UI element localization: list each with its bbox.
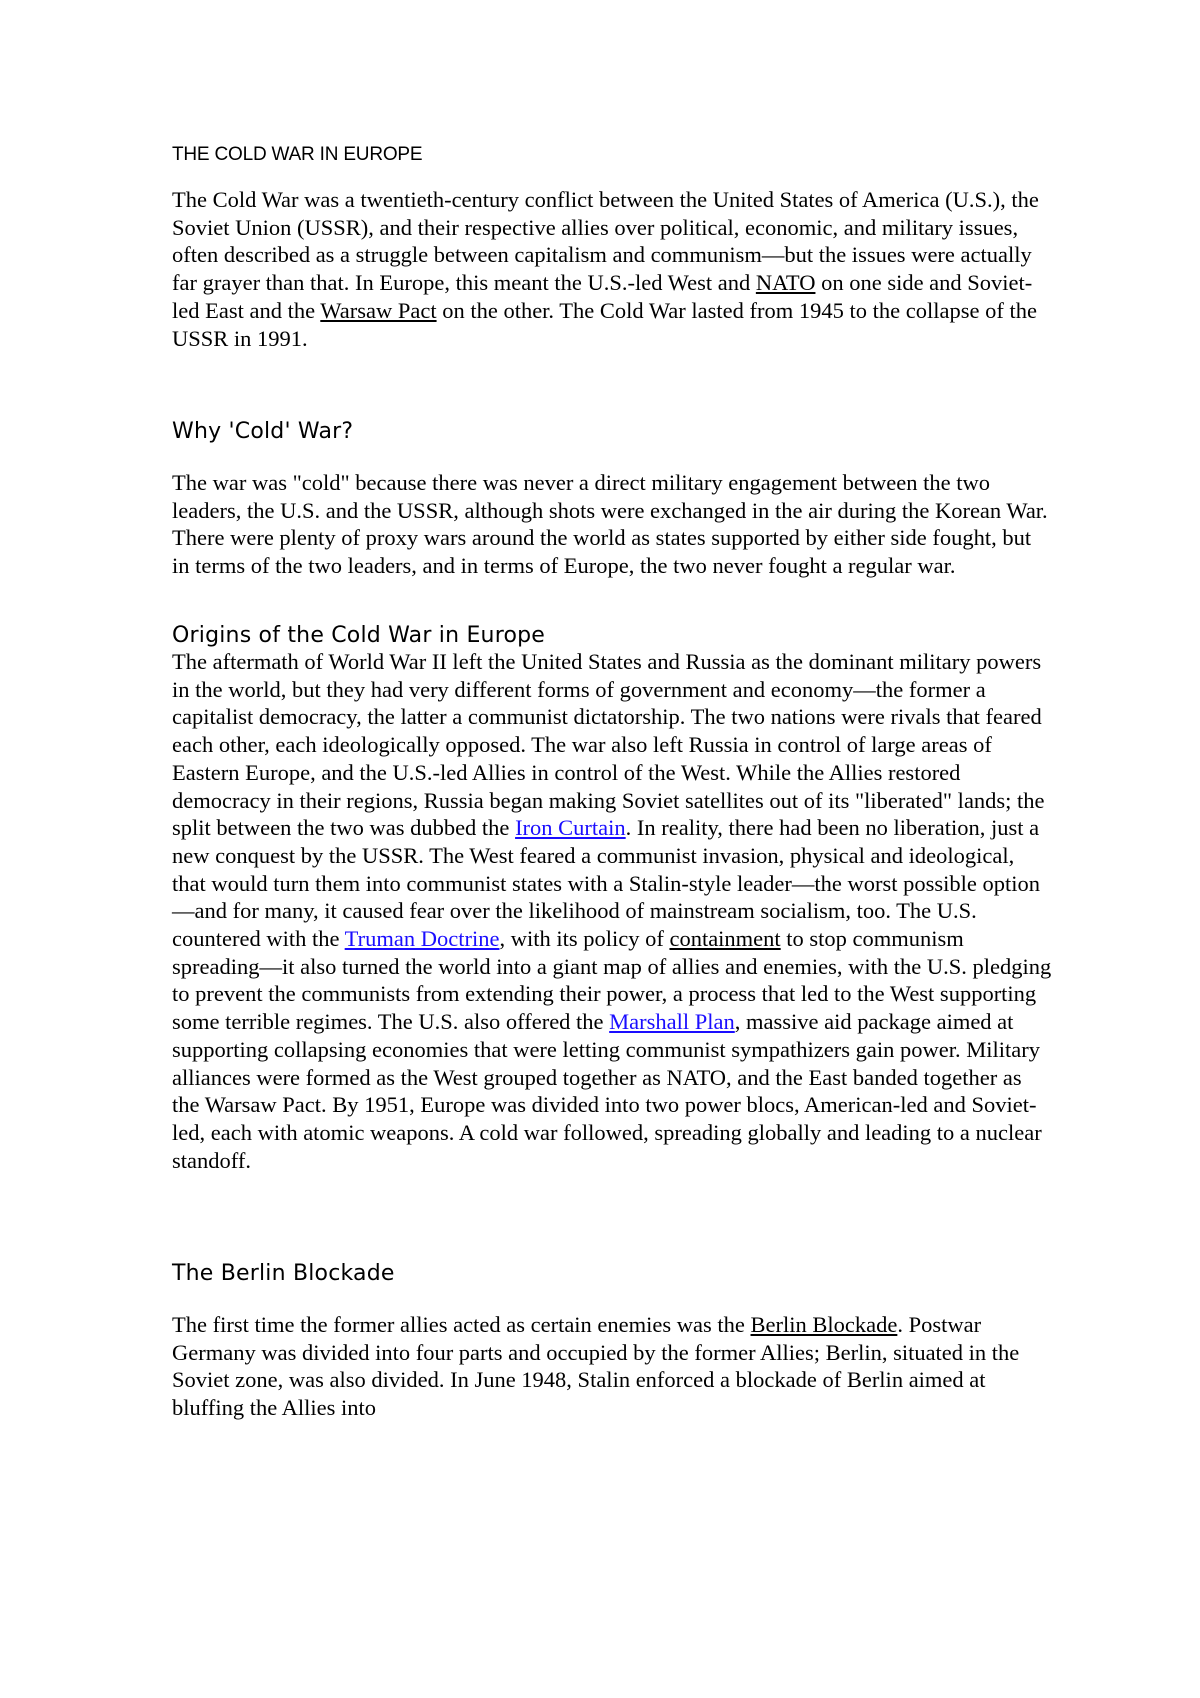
why-cold-war-paragraph: The war was "cold" because there was never a direct military engagement between the two leaders, the U.S. and the USSR, although shots were exchanged in the air during the Korean War. There were plenty of proxy wars around the world as states supported by either side fought, but in terms of the two leaders, and in terms of Europe, the two never fought a regular war. (172, 470, 1048, 579)
intro-text-3: on the other. The Cold War lasted from 1945 to the collapse of the USSR in 1991. (172, 297, 1037, 351)
truman-doctrine-link[interactable]: Truman Doctrine (344, 926, 500, 952)
origins-text-3: , with its policy of (499, 926, 670, 952)
nato-link[interactable]: NATO (755, 270, 816, 296)
document-title: THE COLD WAR IN EUROPE (172, 144, 423, 165)
berlin-text-2: . Postwar Germany was divided into four parts and occupied by the former Allies; Berlin, situated in the Soviet zone, was also divided. In June 1948, Stalin enforced a blockade of Berlin aimed at bluffing the Allies into (172, 1312, 1020, 1421)
heading-berlin-blockade: The Berlin Blockade (172, 1261, 395, 1286)
origins-text-5: , massive aid package aimed at supporting collapsing economies that were letting communist sympathizers gain power. Military alliances were formed as the West grouped together as NATO, and the East banded together as the Warsaw Pact. By 1951, Europe was divided into two power blocs, American-led and Soviet-led, each with atomic weapons. A cold war followed, spreading globally and leading to a nuclear standoff. (172, 1009, 1042, 1173)
marshall-plan-link[interactable]: Marshall Plan (609, 1009, 735, 1035)
intro-text-2: on one side and Soviet-led East and the (172, 270, 1033, 323)
intro-text-1: The Cold War was a twentieth-century conflict between the United States of America (U.S.), the Soviet Union (USSR), and their respective allies over political, economic, and military issues, often described as a struggle between capitalism and communism—but the issues were actually far grayer than that. In Europe, this meant the U.S.-led West and (172, 187, 1039, 296)
origins-paragraph (172, 648, 1052, 1174)
origins-text-1: The aftermath of World War II left the United States and Russia as the dominant military powers in the world, but they had very different forms of government and economy—the former a capitalist democracy, the latter a communist dictatorship. The two nations were rivals that feared each other, each ideologically opposed. The war also left Russia in control of large areas of Eastern Europe, and the U.S.-led Allies in control of the West. While the Allies restored democracy in their regions, Russia began making Soviet satellites out of its "liberated" lands; the split between the two was dubbed the (172, 649, 1045, 841)
heading-origins: Origins of the Cold War in Europe (172, 623, 546, 648)
origins-text-4: to stop communism spreading—it also turned the world into a giant map of allies and enemies, with the U.S. pledging to prevent the communists from extending their power, a process that led to the West supporting some terrible regimes. The U.S. also offered the (172, 926, 1052, 1035)
berlin-text-1: The first time the former allies acted as certain enemies was the (172, 1312, 751, 1337)
berlin-blockade-link[interactable]: Berlin Blockade (750, 1312, 898, 1337)
heading-why-cold-war: Why 'Cold' War? (172, 419, 354, 444)
containment-link[interactable]: containment (669, 926, 781, 952)
intro-paragraph (172, 186, 1052, 352)
iron-curtain-link[interactable]: Iron Curtain (515, 815, 626, 841)
warsaw-pact-link[interactable]: Warsaw Pact (320, 297, 437, 323)
origins-text-2: . In reality, there had been no liberation, just a new conquest by the USSR. The West feared a communist invasion, physical and ideological, that would turn them into communist states with a Stalin-style leader—the worst possible option—and for many, it caused fear over the likelihood of mainstream socialism, too. The U.S. countered with the (172, 815, 1041, 952)
berlin-paragraph (172, 1311, 1052, 1422)
